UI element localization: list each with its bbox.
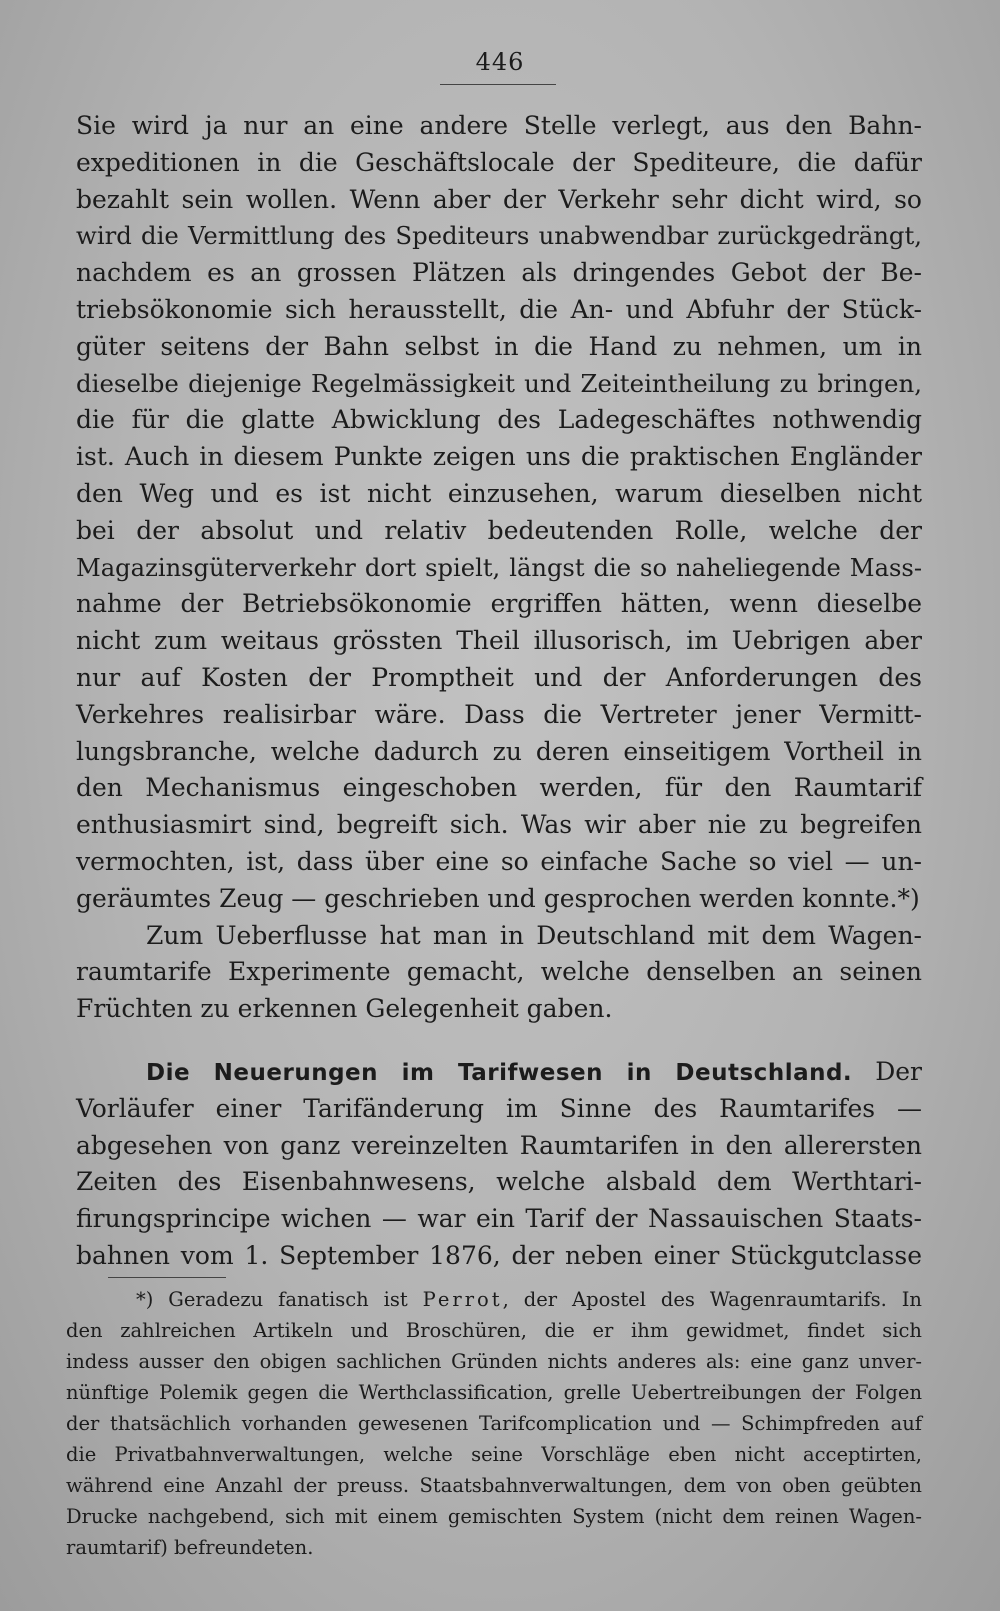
section-line: bahnen vom 1. September 1876, der neben einer Stückgutclasse [76, 1240, 922, 1270]
body-line: Sie wird ja nur an eine andere Stelle verlegt, aus den Bahn- [76, 111, 922, 140]
body-line: Zum Ueberflusse hat man in Deutschland mit dem Wagen- [146, 920, 922, 950]
section-line: abgesehen von ganz vereinzelten Raumtarifen in den allerersten [76, 1130, 922, 1160]
footnote-line: die Privatbahnverwaltungen, welche seine Vorschläge eben nicht acceptirten, [66, 1443, 922, 1466]
body-line: enthusiasmirt sind, begreift sich. Was wir aber nie zu begreifen [76, 810, 922, 840]
section-first-line [76, 1054, 922, 1091]
body-line: nur auf Kosten der Promptheit und der Anforderungen des [76, 662, 922, 692]
body-line: bezahlt sein wollen. Wenn aber der Verkehr sehr dicht wird, so [76, 184, 922, 214]
body-line: güter seitens der Bahn selbst in die Hand zu nehmen, um in [76, 331, 922, 361]
body-line: lungsbranche, welche dadurch zu deren einseitigem Vortheil in [76, 736, 922, 766]
section-first-line-text: Der [875, 1056, 922, 1086]
section-gap [76, 1028, 922, 1054]
body-line: triebsökonomie sich herausstellt, die An- und Abfuhr der Stück- [76, 294, 922, 324]
footnote-line: nünftige Polemik gegen die Werthclassification, grelle Uebertreibungen der Folgen [66, 1381, 922, 1404]
footnote-rule [108, 1277, 226, 1278]
body-line: nicht zum weitaus grössten Theil illusorisch, im Uebrigen aber [76, 626, 922, 656]
body-line: geräumtes Zeug — geschrieben und gesprochen werden konnte.*) [76, 883, 920, 913]
body-line: den Weg und es ist nicht einzusehen, warum dieselben nicht [76, 478, 922, 508]
body-line: Magazinsgüterverkehr dort spielt, längst die so naheliegende Mass- [76, 553, 922, 582]
footnote-line: Drucke nachgebend, sich mit einem gemischten System (nicht dem reinen Wagen- [66, 1505, 922, 1528]
footnote-marker: *) Geradezu fanatisch ist [136, 1288, 408, 1311]
body-line: nachdem es an grossen Plätzen als dringendes Gebot der Be- [76, 258, 922, 288]
section-line: Zeiten des Eisenbahnwesens, welche alsbald dem Werthtari- [76, 1167, 922, 1197]
body-line: Verkehres realisirbar wäre. Dass die Vertreter jener Vermitt- [76, 699, 922, 729]
footnote-line: der thatsächlich vorhanden gewesenen Tarifcomplication und — Schimpfreden auf [66, 1412, 922, 1435]
body-line: nahme der Betriebsökonomie ergriffen hätten, wenn dieselbe [76, 589, 922, 619]
body-line: bei der absolut und relativ bedeutenden Rolle, welche der [76, 515, 922, 545]
footnote-author-name: Perrot [422, 1288, 503, 1311]
section-line: Vorläufer einer Tarifänderung im Sinne des Raumtarifes — [76, 1093, 922, 1123]
footnote-first-line [66, 1284, 922, 1315]
body-line: vermochten, ist, dass über eine so einfache Sache so viel — un- [76, 846, 922, 876]
footnote [66, 1284, 922, 1563]
page-number: 446 [475, 48, 525, 76]
body-line: raumtarife Experimente gemacht, welche denselben an seinen [76, 957, 922, 987]
body-line: dieselbe diejenige Regelmässigkeit und Zeiteintheilung zu bringen, [76, 368, 922, 398]
header-rule [440, 84, 556, 85]
footnote-line: indess ausser den obigen sachlichen Gründen nichts anderes als: eine ganz unver- [66, 1350, 922, 1373]
body-line: expeditionen in die Geschäftslocale der Spediteure, die dafür [76, 147, 922, 177]
body-text [76, 108, 922, 1275]
body-line: die für die glatte Abwicklung des Ladegeschäftes nothwendig [76, 405, 922, 435]
footnote-line: den zahlreichen Artikeln und Broschüren, die er ihm gewidmet, findet sich [66, 1319, 922, 1342]
footnote-line: während eine Anzahl der preuss. Staatsbahnverwaltungen, dem von oben geübten [66, 1474, 922, 1497]
body-line: den Mechanismus eingeschoben werden, für den Raumtarif [76, 773, 922, 803]
footnote-line: raumtarif) befreundeten. [66, 1536, 314, 1559]
footnote-first-line-text: , der Apostel des Wagenraumtarifs. In [502, 1288, 922, 1311]
body-line: Früchten zu erkennen Gelegenheit gaben. [76, 994, 613, 1024]
body-line: ist. Auch in diesem Punkte zeigen uns die praktischen Engländer [76, 442, 922, 472]
body-line: wird die Vermittlung des Spediteurs unabwendbar zurückgedrängt, [76, 221, 922, 251]
section-heading: Die Neuerungen im Tarifwesen in Deutschland. [146, 1059, 853, 1086]
section-line: firungsprincipe wichen — war ein Tarif der Nassauischen Staats- [76, 1204, 922, 1234]
